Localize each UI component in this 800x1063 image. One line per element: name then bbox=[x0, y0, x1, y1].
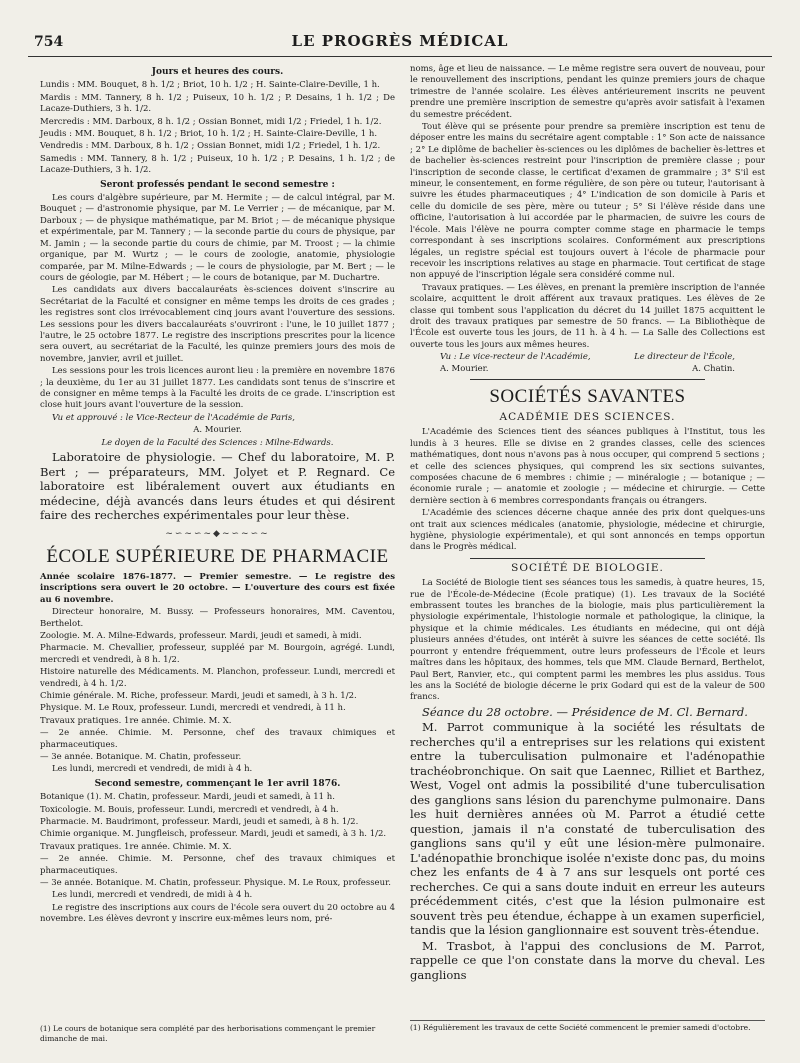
first-sem-line: Directeur honoraire, M. Bussy. — Professeurs honoraires, MM. Caventou, Berthelot. bbox=[40, 607, 395, 629]
second-sem-line: Chimie organique. M. Jungfleisch, professeur. Mardi, jeudi et samedi, à 3 h. 1/2. bbox=[40, 829, 387, 840]
page-number: 754 bbox=[34, 34, 64, 50]
second-sem-line: Pharmacie. M. Baudrimont, professeur. Mardi, jeudi et samedi, à 8 h. 1/2. bbox=[40, 817, 359, 828]
right-footnote: (1) Régulièrement les travaux de cette Société commencent le premier samedi d'octobre. bbox=[410, 1020, 765, 1033]
doyen-line: Le doyen de la Faculté des Sciences : Milne-Edwards. bbox=[101, 437, 334, 448]
academie-title: ACADÉMIE DES SCIENCES. bbox=[499, 410, 676, 423]
hours-line: Jeudis : MM. Bouquet, 8 h. 1/2 ; Briot, 10 h. 1/2 ; H. Sainte-Claire-Deville, 1 h. bbox=[40, 129, 378, 140]
second-sem-line: Travaux pratiques. 1re année. Chimie. M. X. bbox=[40, 841, 232, 852]
hours-line: Samedis : MM. Tannery, 8 h. 1/2 ; Puiseux, 10 h. 1/2 ; P. Desains, 1 h. 1/2 ; de Lacaze-Duthiers, 3 h. 1/2. bbox=[40, 153, 395, 176]
eleve-paragraph: Tout élève qui se présente pour prendre sa première inscription est tenu de déposer entre les mains du secrétaire agent comptable : 1° Son acte de naissance ; 2° Le diplôme de bachelier ès-sciences ou les diplômes de bachelier ès-lettres et de bachelier ès-sciences restreint pour l'inscription de première classe ; pour l'inscription de seconde classe, le certificat d'examen de grammaire ; 3° S'il est mineur, le consentement, en forme régulière, de son père ou tuteur, l'autorisant à suivre les études pharmaceutiques ; 4° L'indication de son domicile à Paris et celle du domicile de ses père, mère ou tuteur ; 5° Si l'élève réside dans une officine, l'autorisation à lui accordée par le pharmacien, de suivre les cours de l'école. Mais l'élève ne pourra compter comme stage en pharmacie le temps correspondant à ses inscriptions scolaires. Conformément aux prescriptions légales, un registre spécial est toujours ouvert à l'école de pharmacie pour recevoir les inscriptions relatives au stage en pharmacie. Tout certificat de stage non appuyé de l'inscription légale sera considéré comme nul. bbox=[410, 122, 765, 281]
first-sem-line: Histoire naturelle des Médicaments. M. Planchon, professeur. Lundi, mercredi et vendredi, à 4 h. 1/2. bbox=[40, 667, 395, 689]
second-sem-line: — 2e année. Chimie. M. Personne, chef des travaux chimiques et pharmaceutiques. bbox=[40, 854, 395, 876]
parrot-paragraph: M. Parrot communique à la société les résultats de recherches qu'il a entreprises sur les relations qui existent entre la tuberculisation pulmonaire et l'adénopathie trachéobronchique. On sait que Laennec, Rilliet et Barthez, West, Vogel ont admis la possibilité d'une tuberculisation des ganglions sans lésion du parenchyme pulmonaire. Dans les huit dernières années où M. Parrot a étudié cette question, jamais il n'a constaté de tuberculisation des ganglions sans qu'il y eût une lésion-mère pulmonaire. L'adénopathie bronchique isolée n'existe donc pas, du moins chez les enfants de 4 à 7 ans sur lesquels ont porté ces recherches. Ce qui a sans doute induit en erreur les auteurs précédemment cités, c'est que la lésion pulmonaire est souvent très peu étendue, échappe à un examen superficiel, tandis que la lésion ganglionnaire est souvent très-étendue. bbox=[410, 720, 765, 938]
second-sem-line: Le registre des inscriptions aux cours de l'école sera ouvert du 20 octobre au 4 novembre. Les élèves devront y inscrire eux-mêmes leurs nom, pré- bbox=[40, 902, 395, 925]
signature-row bbox=[410, 364, 765, 375]
hours-title: Jours et heures des cours. bbox=[151, 67, 284, 77]
bacc-paragraph: Les candidats aux divers baccalauréats ès-sciences doivent s'inscrire au Secrétariat de la Faculté et consigner en même temps les droits de ces grades ; les registres sont clos irrévocablement cinq jours avant l'ouverture des sessions. Les sessions pour les divers baccalauréats s'ouvriront : l'une, le 10 juillet 1877 ; l'autre, le 25 octobre 1877. Le registre des inscriptions prescrites pour la licence sera ouvert, au secrétariat de la Faculté, les quinze premiers jours des mois de novembre, janvier, avril et juillet. bbox=[40, 285, 395, 364]
second-sem-title: Second semestre, commençant le 1er avril 1876. bbox=[94, 778, 341, 789]
societes-title: SOCIÉTÉS SAVANTES bbox=[489, 385, 686, 407]
journal-title: LE PROGRÈS MÉDICAL bbox=[291, 32, 509, 50]
academie-paragraph-1: L'Académie des Sciences tient des séances publiques à l'Institut, tous les lundis à 3 heures. Elle se divise en 2 grandes classes, celle des sciences mathématiques, dont nous n'avons pas à nous occuper, qui comprend 5 sections ; et celle des sciences physiques, qui comprend les six sections suivantes, composées chacune de 6 membres : chimie ; — minéralogie ; — botanique ; — économie rurale ; — anatomie et zoologie ; — médecine et chirurgie. — Cette dernière section à 6 membres correspondants français ou étrangers. bbox=[410, 427, 765, 506]
annee-paragraph: Année scolaire 1876-1877. — Premier semestre. — Le registre des inscriptions sera ouvert le 20 octobre. — L'ouverture des cours est fixée au 6 novembre. bbox=[40, 571, 395, 605]
first-sem-line: Chimie générale. M. Riche, professeur. Mardi, jeudi et samedi, à 3 h. 1/2. bbox=[40, 690, 357, 701]
ornament-divider: ~∽~∽~◆~∽~∽~ bbox=[165, 528, 270, 539]
second-sem-line: Toxicologie. M. Bouis, professeur. Lundi, mercredi et vendredi, à 4 h. bbox=[40, 804, 339, 815]
hours-line: Mardis : MM. Tannery, 8 h. 1/2 ; Puiseux, 10 h. 1/2 ; P. Desains, 1 h. 1/2 ; De Lacaze-Duthiers, 3 h. 1/2. bbox=[40, 92, 395, 115]
vu-signature: A. Mourier. bbox=[193, 425, 242, 436]
biologie-paragraph: La Société de Biologie tient ses séances tous les samedis, à quatre heures, 15, rue de l'École-de-Médecine (École pratique) (1). Les travaux de la Société embrassent toutes les branches de la biologie, mais plus particulièrement la physiologie expérimentale, l'histologie normale et pathologique, la clinique, la physique et la chimie médicales. Les étudiants en médecine, qui ont déjà plusieurs années d'études, ont intérêt à suivre les séances de cette société. Ils pourront y entendre fréquemment, outre leurs professeurs de l'École et leurs maîtres dans les hôpitaux, des hommes, tels que MM. Claude Bernard, Berthelot, Paul Bert, Ranvier, etc., qui comptent parmi les membres les plus assidus. Tous les ans la Société de biologie décerne le prix Godard qui est de la valeur de 500 francs. bbox=[410, 578, 765, 703]
section-divider bbox=[470, 379, 705, 380]
left-column bbox=[40, 64, 395, 927]
first-sem-line: Physique. M. Le Roux, professeur. Lundi, mercredi et vendredi, à 11 h. bbox=[40, 703, 346, 714]
vu-left: Vu : Le vice-recteur de l'Académie, bbox=[440, 352, 591, 363]
labo-paragraph: Laboratoire de physiologie. — Chef du laboratoire, M. P. Bert ; — préparateurs, MM. Jolyet et P. Regnard. Ce laboratoire est libéralement ouvert aux étudiants en médecine, déjà avancés dans leurs études et qui désirent faire des recherches expérimentales pour leur thèse. bbox=[40, 450, 395, 522]
hours-line: Lundis : MM. Bouquet, 8 h. 1/2 ; Briot, 10 h. 1/2 ; H. Sainte-Claire-Deville, 1 h. bbox=[40, 80, 380, 91]
signature-left: A. Mourier. bbox=[440, 363, 489, 374]
signature-right: A. Chatin. bbox=[692, 363, 735, 374]
second-sem-line: — 3e année. Botanique. M. Chatin, professeur. Physique. M. Le Roux, professeur. bbox=[40, 878, 391, 889]
first-sem-line: — 2e année. Chimie. M. Personne, chef des travaux chimiques et pharmaceutiques. bbox=[40, 728, 395, 750]
second-sem-line: Les lundi, mercredi et vendredi, de midi à 4 h. bbox=[52, 890, 253, 901]
academie-paragraph-2: L'Académie des sciences décerne chaque année des prix dont quelques-uns ont trait aux sciences médicales (anatomie, physiologie, médecine et chirurgie, hygiène, physiologie expérimentale), et qui sont annoncés en temps opportun dans le Progrès médical. bbox=[410, 508, 765, 553]
trasbot-paragraph: M. Trasbot, à l'appui des conclusions de M. Parrot, rappelle ce que l'on constate dans la morve du cheval. Les ganglions bbox=[410, 938, 765, 982]
page-header bbox=[28, 28, 772, 57]
first-sem-line: Zoologie. M. A. Milne-Edwards, professeur. Mardi, jeudi et samedi, à midi. bbox=[40, 630, 362, 641]
continuation-paragraph: noms, âge et lieu de naissance. — Le même registre sera ouvert de nouveau, pour le renouvellement des inscriptions, pendant les quinze premiers jours de chaque trimestre de l'année scolaire. Les élèves antérieurement inscrits ne peuvent prendre une première inscription de semestre qu'après avoir satisfait à l'examen du semestre précédent. bbox=[410, 64, 765, 120]
first-sem-line: Travaux pratiques. 1re année. Chimie. M. X. bbox=[40, 715, 232, 726]
biologie-title: SOCIÉTÉ DE BIOLOGIE. bbox=[511, 561, 664, 574]
vu-right: Le directeur de l'École, bbox=[634, 352, 735, 363]
sessions-paragraph: Les sessions pour les trois licences auront lieu : la première en novembre 1876 ; la deuxième, du 1er au 31 juillet 1877. Les candidats sont tenus de s'inscrire et de consigner en même temps à la Faculté les droits de ce grade. L'inscription est close huit jours avant l'ouverture de la session. bbox=[40, 366, 395, 411]
travaux-paragraph: Travaux pratiques. — Les élèves, en prenant la première inscription de l'année scolaire, acquittent le droit afférent aux travaux pratiques. Les élèves de 2e classe qui tombent sous l'application du décret du 14 juillet 1875 acquittent le droit des travaux pratiques par semestre de 50 francs. — La Bibliothèque de l'École est ouverte tous les jours, de 11 h. à 4 h. — La Salle des Collections est ouverte tous les jours aux mêmes heures. bbox=[410, 282, 765, 350]
vu-line: Vu et approuvé : le Vice-Recteur de l'Académie de Paris, bbox=[52, 412, 295, 423]
right-column bbox=[410, 64, 765, 983]
profs-title: Seront professés pendant le second semestre : bbox=[100, 179, 335, 190]
first-sem-line: — 3e année. Botanique. M. Chatin, professeur. bbox=[40, 752, 242, 762]
profs-paragraph: Les cours d'algèbre supérieure, par M. Hermite ; — de calcul intégral, par M. Bouquet ; — d'astronomie physique, par M. Le Verrier ; — de mécanique, par M. Darboux ; — de physique mathématique, par M. Briot ; — de mécanique physique et expérimentale, par M. Tannery ; — la seconde partie du cours de physique, par M. Jamin ; — la seconde partie du cours de chimie, par M. Troost ; — la chimie organique, par M. Wurtz ; — le cours de zoologie, anatomie, physiologie comparée, par M. Milne-Edwards ; — le cours de physiologie, par M. Bert ; — le cours de géologie, par M. Hébert ; — le cours de botanique, par M. Duchartre. bbox=[40, 193, 395, 283]
first-sem-line: Les lundi, mercredi et vendredi, de midi à 4 h. bbox=[52, 764, 253, 775]
left-footnote: (1) Le cours de botanique sera complété par des herborisations commençant le premier dimanche de mai. bbox=[40, 1024, 376, 1043]
first-sem-line: Pharmacie. M. Chevallier, professeur, suppléé par M. Bourgoin, agrégé. Lundi, mercredi et vendredi, à 8 h. 1/2. bbox=[40, 643, 395, 665]
ecole-title: ÉCOLE SUPÉRIEURE DE PHARMACIE bbox=[46, 545, 389, 567]
hours-line: Mercredis : MM. Darboux, 8 h. 1/2 ; Ossian Bonnet, midi 1/2 ; Friedel, 1 h. 1/2. bbox=[40, 116, 382, 127]
seance-title: Séance du 28 octobre. — Présidence de M. Cl. Bernard. bbox=[422, 704, 748, 719]
vu-row bbox=[410, 352, 765, 363]
second-sem-line: Botanique (1). M. Chatin, professeur. Mardi, jeudi et samedi, à 11 h. bbox=[40, 792, 335, 803]
section-divider bbox=[470, 558, 705, 559]
hours-line: Vendredis : MM. Darboux, 8 h. 1/2 ; Ossian Bonnet, midi 1/2 ; Friedel, 1 h. 1/2. bbox=[40, 141, 381, 152]
